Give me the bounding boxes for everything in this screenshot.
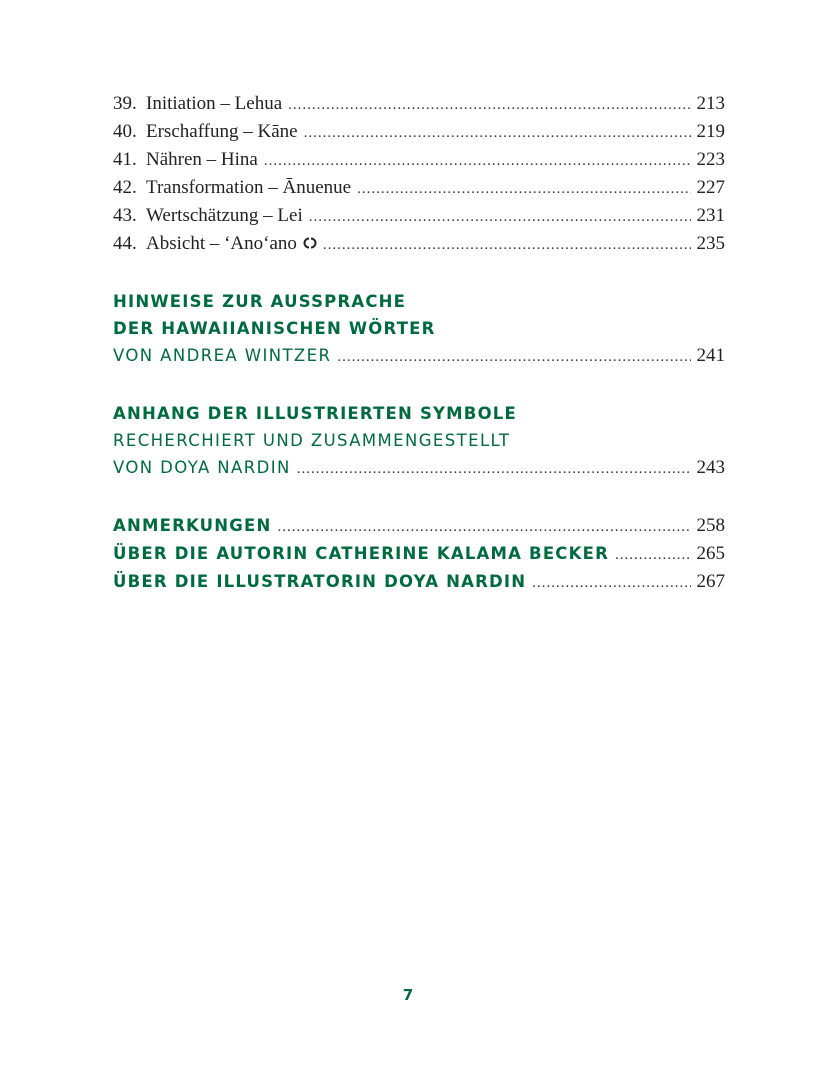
section-author-row <box>113 454 725 482</box>
toc-entry[interactable] <box>113 90 725 118</box>
section-heading: DER HAWAIIANISCHEN WÖRTER <box>113 319 436 338</box>
back-matter-page: 265 <box>696 543 725 564</box>
back-matter-page: 258 <box>696 515 725 536</box>
entry-page: 213 <box>696 93 725 114</box>
pronunciation-section[interactable] <box>113 288 725 370</box>
entry-title <box>146 230 317 258</box>
entry-number: 39. <box>113 93 137 114</box>
dot-leader <box>532 569 690 597</box>
toc-entry[interactable] <box>113 174 725 202</box>
symbols-section[interactable] <box>113 400 725 482</box>
dot-leader <box>304 119 691 147</box>
entry-title: Transformation – Ānuenue <box>146 177 352 198</box>
entry-title: Erschaffung – Kāne <box>146 121 298 142</box>
dot-leader <box>323 231 691 259</box>
back-matter-title: ÜBER DIE ILLUSTRATORIN DOYA NARDIN <box>113 572 527 591</box>
entry-title: Wertschätzung – Lei <box>146 205 303 226</box>
entry-number: 40. <box>113 121 137 142</box>
section-subheading: RECHERCHIERT UND ZUSAMMENGESTELLT <box>113 431 511 450</box>
entry-page: 219 <box>696 121 725 142</box>
dot-leader <box>264 147 691 175</box>
spiral-glyph-icon <box>303 236 317 250</box>
entry-number: 42. <box>113 177 137 198</box>
section-heading: ANHANG DER ILLUSTRIERTEN SYMBOLE <box>113 404 517 423</box>
spacer <box>113 370 725 400</box>
toc-entry[interactable] <box>113 146 725 174</box>
dot-leader <box>297 455 691 483</box>
section-author-row <box>113 342 725 370</box>
page-number: 7 <box>402 986 414 1004</box>
back-matter-title: ÜBER DIE AUTORIN CATHERINE KALAMA BECKER <box>113 544 609 563</box>
dot-leader <box>615 541 691 569</box>
section-page: 241 <box>696 345 725 366</box>
section-heading: HINWEISE ZUR AUSSPRACHE <box>113 292 407 311</box>
back-matter-entry[interactable] <box>113 540 725 568</box>
entry-number: 41. <box>113 149 137 170</box>
entry-page: 235 <box>696 233 725 254</box>
section-page: 243 <box>696 457 725 478</box>
entry-number: 44. <box>113 233 137 254</box>
dot-leader <box>309 203 691 231</box>
section-author: VON DOYA NARDIN <box>113 458 291 477</box>
entry-title: Nähren – Hina <box>146 149 258 170</box>
entry-title: Initiation – Lehua <box>146 93 283 114</box>
entry-title-text: Absicht – ‘Ano‘ano <box>146 233 297 254</box>
entry-page: 227 <box>696 177 725 198</box>
entry-page: 231 <box>696 205 725 226</box>
dot-leader <box>337 343 690 371</box>
spacer <box>113 482 725 512</box>
toc-entry[interactable] <box>113 118 725 146</box>
toc-entry[interactable] <box>113 230 725 258</box>
dot-leader <box>278 513 691 541</box>
back-matter-entry[interactable] <box>113 568 725 596</box>
back-matter-entry[interactable] <box>113 512 725 540</box>
entry-page: 223 <box>696 149 725 170</box>
back-matter-title: ANMERKUNGEN <box>113 516 272 535</box>
section-author: VON ANDREA WINTZER <box>113 346 332 365</box>
spacer <box>113 258 725 288</box>
back-matter-page: 267 <box>696 571 725 592</box>
entry-number: 43. <box>113 205 137 226</box>
toc-entry[interactable] <box>113 202 725 230</box>
dot-leader <box>288 91 690 119</box>
dot-leader <box>357 175 690 203</box>
table-of-contents <box>113 90 725 596</box>
